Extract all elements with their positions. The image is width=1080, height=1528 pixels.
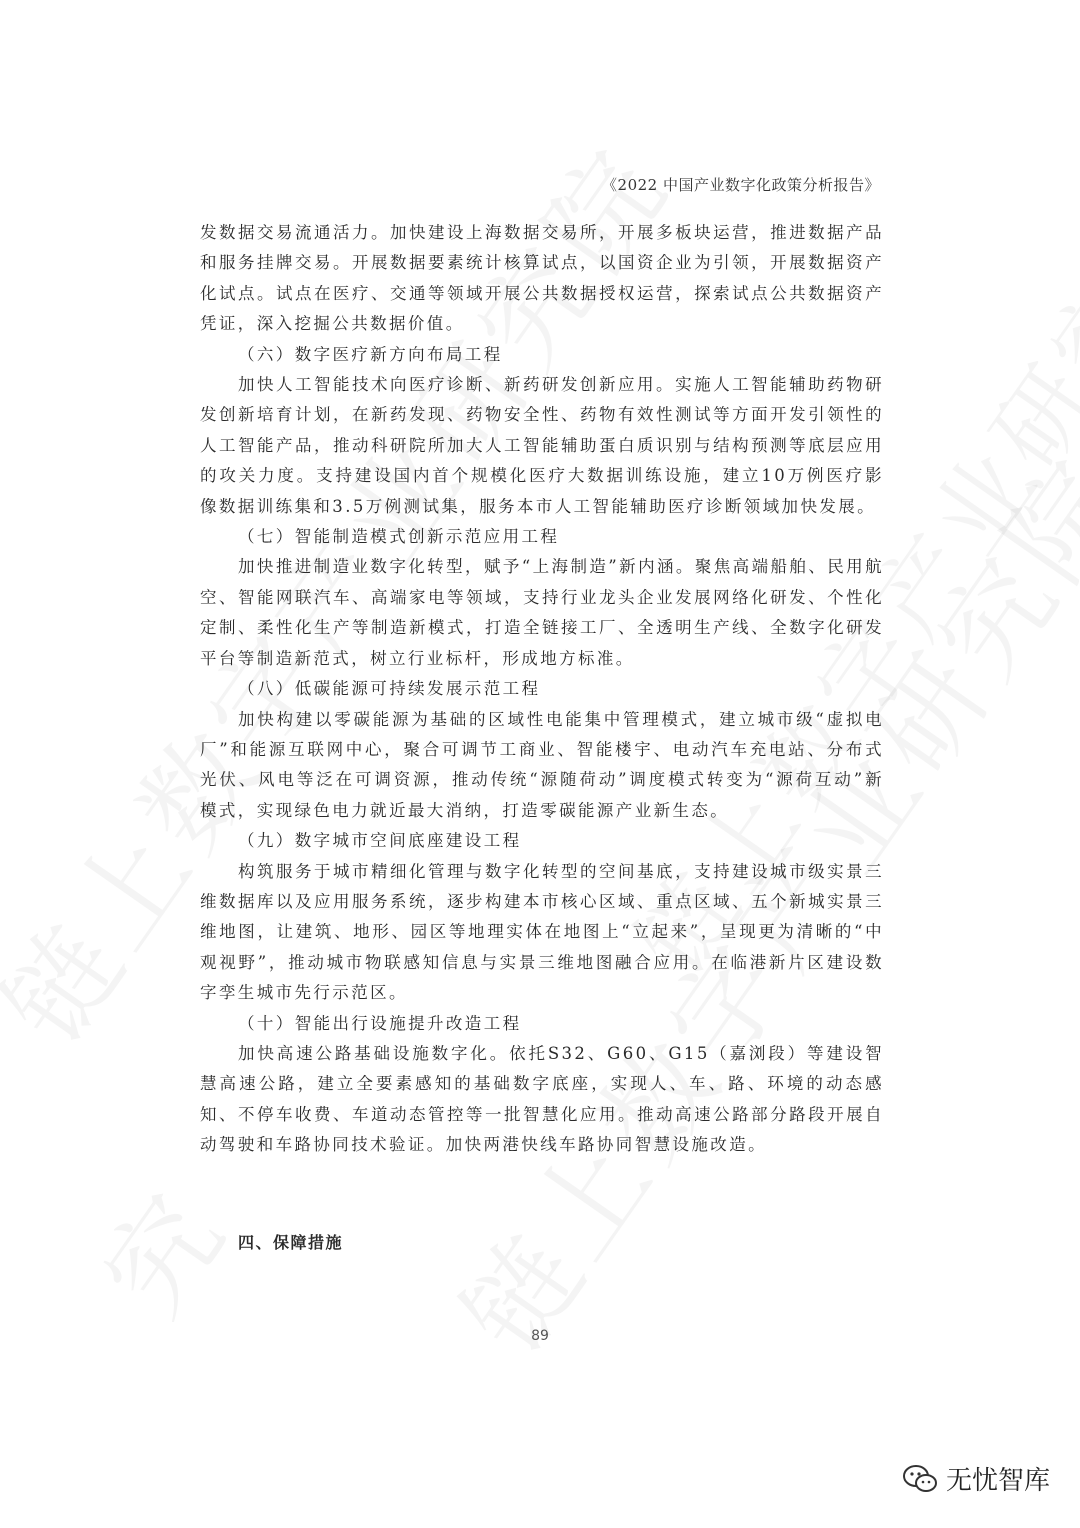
- section-title: 四、保障措施: [238, 1233, 344, 1252]
- page-number: 89: [531, 1328, 549, 1344]
- paragraph: 加快人工智能技术向医疗诊断、新药研发创新应用。实施人工智能辅助药物研发创新培育计划，在新药发现、药物安全性、药物有效性测试等方面开发引领性的人工智能产品，推动科研院所加大人工智能辅助蛋白质识别与结构预测等底层应用的攻关力度。支持建设国内首个规模化医疗大数据训练设施，建立10万例医疗影像数据训练集和3.5万例测试集，服务本市人工智能辅助医疗诊断领域加快发展。: [200, 375, 884, 516]
- subsection-heading: （十）智能出行设施提升改造工程: [238, 1013, 522, 1033]
- body-text: [200, 218, 884, 1161]
- paragraph: 加快推进制造业数字化转型，赋予“上海制造”新内涵。聚焦高端船舶、民用航空、智能网联汽车、高端家电等领域，支持行业龙头企业发展网络化研发、个性化定制、柔性化生产等制造新模式，打造全链接工厂、全透明生产线、全数字化研发平台等制造新范式，树立行业标杆，形成地方标准。: [200, 557, 884, 668]
- subsection-heading: （六）数字医疗新方向布局工程: [238, 344, 503, 364]
- brand-badge[interactable]: [902, 1460, 1050, 1497]
- subsection-heading: （九）数字城市空间底座建设工程: [238, 831, 522, 851]
- paragraph: 加快构建以零碳能源为基础的区域性电能集中管理模式，建立城市级“虚拟电厂”和能源互联网中心，聚合可调节工商业、智能楼宇、电动汽车充电站、分布式光伏、风电等泛在可调资源，推动传统“源随荷动”调度模式转变为“源荷互动”新模式，实现绿色电力就近最大消纳，打造零碳能源产业新生态。: [200, 709, 884, 820]
- paragraph: 加快高速公路基础设施数字化。依托S32、G60、G15（嘉浏段）等建设智慧高速公路，建立全要素感知的基础数字底座，实现人、车、路、环境的动态感知、不停车收费、车道动态管控等一批智慧化应用。推动高速公路部分路段开展自动驾驶和车路协同技术验证。加快两港快线车路协同智慧设施改造。: [200, 1043, 884, 1155]
- paragraph: 构筑服务于城市精细化管理与数字化转型的空间基底，支持建设城市级实景三维数据库以及应用服务系统，逐步构建本市核心区域、重点区域、五个新城实景三维地图，让建筑、地形、园区等地理实体在地图上“立起来”，呈现更为清晰的“中观视野”，推动城市物联感知信息与实景三维地图融合应用。在临港新片区建设数字孪生城市先行示范区。: [200, 861, 884, 1003]
- subsection-heading: （八）低碳能源可持续发展示范工程: [238, 679, 541, 699]
- running-header: 《2022 中国产业数字化政策分析报告》: [602, 176, 880, 194]
- brand-name: 无忧智库: [945, 1466, 1050, 1496]
- watermark: [60, 1153, 257, 1340]
- paragraph: 发数据交易流通活力。加快建设上海数据交易所，开展多板块运营，推进数据产品和服务挂牌交易。开展数据要素统计核算试点，以国资企业为引领，开展数据资产化试点。试点在医疗、交通等领域开展公共数据授权运营，探索试点公共数据资产凭证，深入挖掘公共数据价值。: [200, 223, 884, 334]
- subsection-heading: （七）智能制造模式创新示范应用工程: [238, 527, 560, 547]
- wechat-icon: [902, 1464, 938, 1494]
